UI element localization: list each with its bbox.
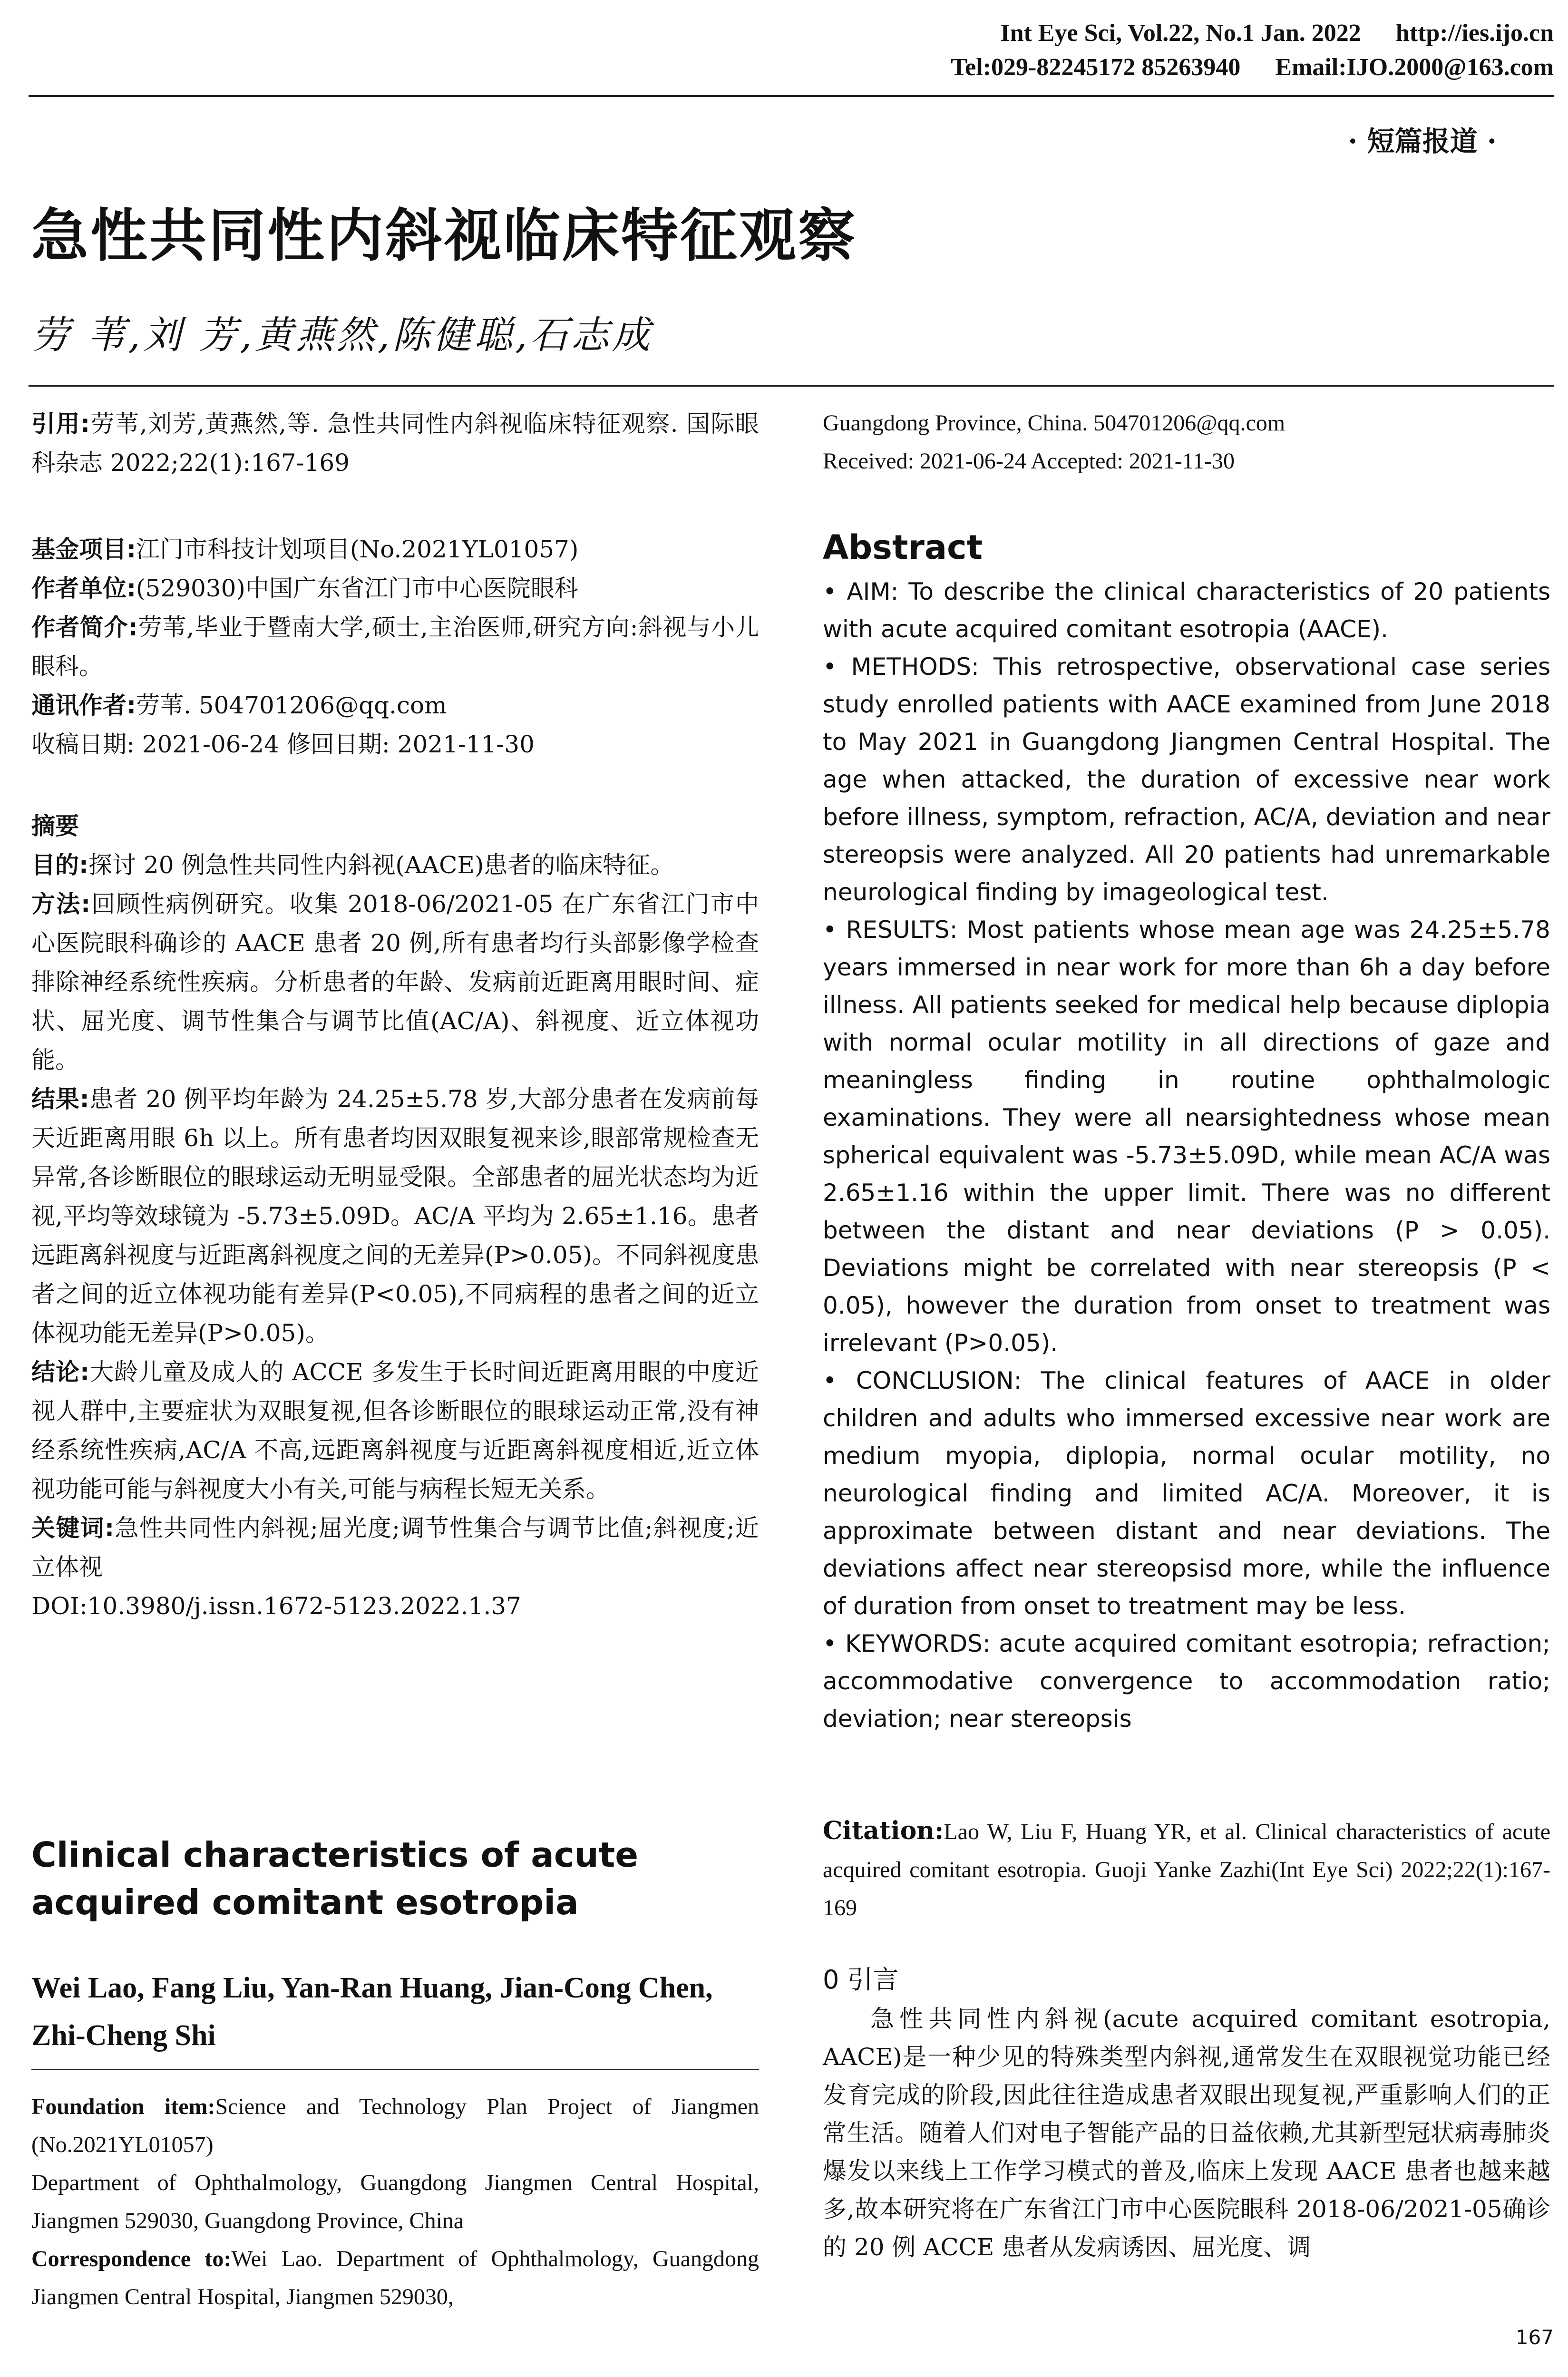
results-cn [31, 1080, 759, 1353]
dept-item: Department of Ophthalmology, Guangdong Jiangmen Central Hospital, Jiangmen 529030, Guangdong Province, China [31, 2170, 759, 2233]
abstract-cn-heading: 摘要 [31, 812, 79, 840]
citation-cn-text: 劳苇,刘芳,黄燕然,等. 急性共同性内斜视临床特征观察. 国际眼科杂志 2022;22(1):167-169 [31, 410, 759, 477]
keywords-cn-label: 关键词: [31, 1514, 114, 1542]
header-rule [29, 95, 1554, 97]
unit-text: (529030)中国广东省江门市中心医院眼科 [136, 575, 578, 602]
article-title-cn: 急性共同性内斜视临床特征观察 [31, 203, 857, 269]
foundation-block [31, 2088, 759, 2316]
methods-cn-label: 方法: [31, 890, 91, 918]
bio-item [31, 608, 759, 686]
received-accepted: Received: 2021-06-24 Accepted: 2021-11-30 [823, 448, 1235, 474]
conclusion-cn-label: 结论: [31, 1358, 90, 1386]
citation-en-label: Citation: [823, 1816, 944, 1845]
section-label: · 短篇报道 · [1348, 125, 1497, 157]
results-cn-text: 患者 20 例平均年龄为 24.25±5.78 岁,大部分患者在发病前每天近距离用眼 6h 以上。所有患者均因双眼复视来诊,眼部常规检查无异常,各诊断眼位的眼球运动无明显受限。全部患者的屈光状态均为近视,平均等效球镜为 -5.73±5.09D。AC/A 平均为 2.65±1.16。患者远距离斜视度与近距离斜视度之间的无差异(P>0.05)。不同斜视度患者之间的近立体视功能有差异(P<0.05),不同病程的患者之间的近立体视功能无差异(P>0.05)。 [31, 1085, 759, 1347]
unit-item [31, 569, 759, 608]
title-rule [29, 385, 1554, 387]
authors-cn: 劳 苇,刘 芳,黄燕然,陈健聪,石志成 [31, 313, 653, 357]
fund-item [31, 530, 759, 569]
citation-en [823, 1812, 1550, 1927]
citation-cn-label: 引用: [31, 410, 90, 438]
methods-cn-text: 回顾性病例研究。收集 2018-06/2021-05 在广东省江门市中心医院眼科确诊的 AACE 患者 20 例,所有患者均行头部影像学检查排除神经系统性疾病。分析患者的年龄、发病前近距离用眼时间、症状、屈光度、调节性集合与调节比值(AC/A)、斜视度、近立体视功能。 [31, 890, 759, 1074]
abstract-en-heading: Abstract [823, 528, 983, 567]
page-number: 167 [1515, 2326, 1554, 2349]
corr-label: 通讯作者: [31, 692, 136, 719]
journal-email[interactable]: Email:IJO.2000@163.com [1275, 54, 1554, 81]
correspondence-item [31, 2240, 759, 2316]
keywords-en: • KEYWORDS: acute acquired comitant esotropia; refraction; accommodative convergence to accommodation ratio; deviation; near stereopsis [823, 1630, 1550, 1733]
citation-en-text: Lao W, Liu F, Huang YR, et al. Clinical characteristics of acute acquired comitant esotropia. Guoji Yanke Zazhi(Int Eye Sci) 2022;22(1):167-169 [823, 1819, 1550, 1920]
keywords-cn-text: 急性共同性内斜视;屈光度;调节性集合与调节比值;斜视度;近立体视 [31, 1514, 759, 1581]
journal-citation: Int Eye Sci, Vol.22, No.1 Jan. 2022 [1000, 19, 1361, 47]
en-title-rule [31, 2069, 759, 2070]
authors-en: Wei Lao, Fang Liu, Yan-Ran Huang, Jian-Cong Chen, Zhi-Cheng Shi [31, 1972, 713, 2052]
conclusion-cn [31, 1353, 759, 1509]
keywords-cn [31, 1509, 759, 1587]
results-cn-label: 结果: [31, 1085, 89, 1113]
foundation-item [31, 2088, 759, 2164]
aim-cn [31, 846, 759, 885]
journal-url[interactable]: http://ies.ijo.cn [1395, 19, 1554, 47]
bio-label: 作者简介: [31, 614, 138, 641]
address-en: Guangdong Province, China. 504701206@qq.com [823, 410, 1286, 436]
correspondence-label: Correspondence to: [31, 2246, 232, 2271]
foundation-label: Foundation item: [31, 2094, 215, 2119]
article-title-en: Clinical characteristics of acute acquired comitant esotropia [31, 1835, 639, 1922]
unit-label: 作者单位: [31, 575, 136, 602]
fund-text: 江门市科技计划项目(No.2021YL01057) [136, 536, 579, 563]
right-column-top [823, 404, 1550, 480]
citation-cn [31, 404, 759, 482]
abstract-en-body [823, 573, 1550, 1738]
intro-text: 急性共同性内斜视(acute acquired comitant esotropia, AACE)是一种少见的特殊类型内斜视,通常发生在双眼视觉功能已经发育完成的阶段,因此往往造成患者双眼出现复视,严重影响人们的正常生活。随着人们对电子智能产品的日益依赖,尤其新型冠状病毒肺炎爆发以来线上工作学习模式的普及,临床上发现 AACE 患者也越来越多,故本研究将在广东省江门市中心医院眼科 2018-06/2021-05确诊的 20 例 ACCE 患者从发病诱因、屈光度、调 [823, 2005, 1550, 2261]
dates-item: 收稿日期: 2021-06-24 修回日期: 2021-11-30 [31, 731, 535, 758]
aim-en: • AIM: To describe the clinical characteristics of 20 patients with acute acquired comitant esotropia (AACE). [823, 578, 1550, 643]
left-column-top [31, 404, 759, 1626]
journal-header-line1 [972, 19, 1554, 47]
corr-item [31, 686, 759, 725]
results-en: • RESULTS: Most patients whose mean age was 24.25±5.78 years immersed in near work for more than 6h a day before illness. All patients seeked for medical help because diplopia with normal ocular motility in all directions of gaze and meaningless finding in routine ophthalmologic examinations. They were all nearsightedness whose mean spherical equivalent was -5.73±5.09D, while mean AC/A was 2.65±1.16 within the upper limit. There was no different between the distant and near deviations (P > 0.05). Deviations might be correlated with near stereopsis (P < 0.05), however the duration from onset to treatment was irrelevant (P>0.05). [823, 916, 1550, 1357]
conclusion-cn-text: 大龄儿童及成人的 ACCE 多发生于长时间近距离用眼的中度近视人群中,主要症状为双眼复视,但各诊断眼位的眼球运动正常,没有神经系统性疾病,AC/A 不高,远距离斜视度与近距离斜视度相近,近立体视功能可能与斜视度大小有关,可能与病程长短无关系。 [31, 1358, 759, 1503]
conclusion-en: • CONCLUSION: The clinical features of AACE in older children and adults who immersed excessive near work are medium myopia, diplopia, normal ocular motility, no neurological finding and limited AC/A. Moreover, it is approximate between distant and near deviations. The deviations affect near stereopsisd more, while the influence of duration from onset to treatment may be less. [823, 1367, 1550, 1620]
methods-en: • METHODS: This retrospective, observational case series study enrolled patients with AACE examined from June 2018 to May 2021 in Guangdong Jiangmen Central Hospital. The age when attacked, the duration of excessive near work before illness, symptom, refraction, AC/A, deviation and near stereopsis were analyzed. All 20 patients had unremarkable neurological finding by imageological test. [823, 653, 1550, 906]
journal-tel: Tel:029-82245172 85263940 [951, 54, 1241, 81]
correspondence-text: Wei Lao. Department of Ophthalmology, Guangdong Jiangmen Central Hospital, Jiangmen 529030, [31, 2246, 759, 2309]
journal-header-line2 [922, 53, 1554, 81]
foundation-text: Science and Technology Plan Project of Jiangmen (No.2021YL01057) [31, 2094, 760, 2157]
intro-heading: 0 引言 [823, 1965, 899, 1995]
methods-cn [31, 885, 759, 1080]
aim-cn-label: 目的: [31, 851, 88, 879]
aim-cn-text: 探讨 20 例急性共同性内斜视(AACE)患者的临床特征。 [88, 851, 674, 879]
corr-text: 劳苇. 504701206@qq.com [136, 692, 447, 719]
bio-text: 劳苇,毕业于暨南大学,硕士,主治医师,研究方向:斜视与小儿眼科。 [31, 614, 760, 680]
doi[interactable]: DOI:10.3980/j.issn.1672-5123.2022.1.37 [31, 1592, 521, 1620]
fund-label: 基金项目: [31, 536, 136, 563]
